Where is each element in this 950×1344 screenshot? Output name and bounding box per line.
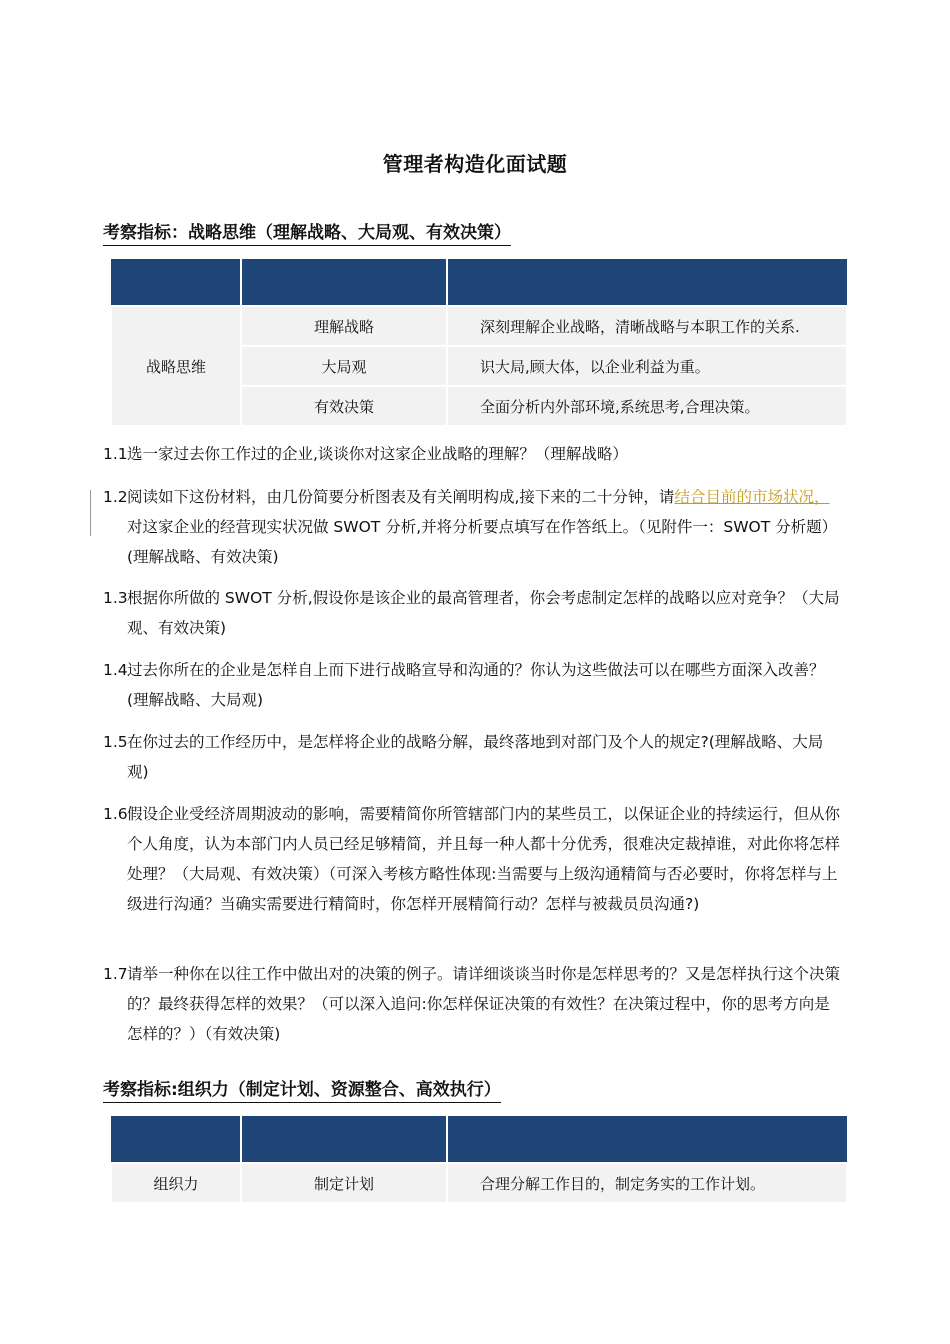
question-text-part: 对这家企业的经营现实状况做 SWOT 分析,并将分析要点填写在作答纸上。（见附件一：SWOT 分析题）(理解战略、有效决策) <box>127 518 838 566</box>
table-row <box>111 1163 847 1203</box>
description-cell: 合理分解工作目的，制定务实的工作计划。 <box>447 1163 847 1203</box>
table-header-cell <box>111 1116 241 1163</box>
sub-competency-cell: 大局观 <box>241 346 447 386</box>
question-item <box>103 959 843 1049</box>
question-text: 请举一种你在以往工作中做出对的决策的例子。请详细谈谈当时你是怎样思考的？又是怎样执行这个决策的？最终获得怎样的效果？（可以深入追问:你怎样保证决策的有效性？在决策过程中，你的思考方向是怎样的？）（有效决策) <box>127 965 841 1043</box>
question-item <box>103 482 843 572</box>
section-heading-organization: 考察指标:组织力（制定计划、资源整合、高效执行） <box>103 1075 501 1103</box>
question-text: 根据你所做的 SWOT 分析,假设你是该企业的最高管理者，你会考虑制定怎样的战略以应对竞争？（大局观、有效决策) <box>127 589 840 637</box>
question-item <box>103 439 843 469</box>
question-number: 1.7 <box>103 965 128 983</box>
question-number: 1.3 <box>103 589 128 607</box>
highlighted-text: 结合目前的市场状况， <box>674 488 830 506</box>
question-number: 1.2 <box>103 488 128 506</box>
question-text <box>103 482 843 572</box>
question-number: 1.4 <box>103 661 128 679</box>
table-row <box>111 306 847 346</box>
question-item <box>103 655 843 715</box>
table-header-row <box>111 1116 847 1163</box>
question-number: 1.6 <box>103 805 128 823</box>
section-heading-strategy: 考察指标：战略思维（理解战略、大局观、有效决策） <box>103 218 511 246</box>
category-cell: 组织力 <box>111 1163 241 1203</box>
margin-change-bar <box>90 490 91 536</box>
description-cell: 深刻理解企业战略，清晰战略与本职工作的关系. <box>447 306 847 346</box>
page-title: 管理者构造化面试题 <box>382 152 568 176</box>
table-header-row <box>111 259 847 306</box>
description-cell: 全面分析内外部环境,系统思考,合理决策。 <box>447 386 847 426</box>
table-header-cell <box>241 1116 447 1163</box>
question-number: 1.1 <box>103 445 128 463</box>
question-text: 假设企业受经济周期波动的影响，需要精简你所管辖部门内的某些员工，以保证企业的持续运行，但从你个人角度，认为本部门内人员已经足够精简，并且每一种人都十分优秀，很难决定裁掉谁，对此你将怎样处理？（大局观、有效决策）（可深入考核方略性体现:当需要与上级沟通精简与否必要时，你将怎样与上级进行沟通？当确实需要进行精简时，你怎样开展精简行动？怎样与被裁员员沟通?) <box>127 805 841 913</box>
competency-table-strategy <box>110 259 848 427</box>
question-item <box>103 583 843 643</box>
category-cell: 战略思维 <box>111 306 241 426</box>
sub-competency-cell: 制定计划 <box>241 1163 447 1203</box>
question-text-part: 阅读如下这份材料，由几份简要分析图表及有关阐明构成,接下来的二十分钟，请 <box>127 488 675 506</box>
competency-table-organization <box>110 1116 848 1204</box>
question-text: 选一家过去你工作过的企业,谈谈你对这家企业战略的理解？（理解战略） <box>127 445 628 463</box>
table-header-cell <box>447 259 847 306</box>
table-header-cell <box>241 259 447 306</box>
question-text: 在你过去的工作经历中，是怎样将企业的战略分解，最终落地到对部门及个人的规定?(理解战略、大局观) <box>127 733 824 781</box>
table-header-cell <box>447 1116 847 1163</box>
sub-competency-cell: 有效决策 <box>241 386 447 426</box>
description-cell: 识大局,顾大体，以企业利益为重。 <box>447 346 847 386</box>
table-header-cell <box>111 259 241 306</box>
sub-competency-cell: 理解战略 <box>241 306 447 346</box>
question-text: 过去你所在的企业是怎样自上而下进行战略宣导和沟通的？你认为这些做法可以在哪些方面深入改善？(理解战略、大局观) <box>127 661 825 709</box>
question-item <box>103 727 843 787</box>
question-number: 1.5 <box>103 733 128 751</box>
question-item <box>103 799 843 919</box>
